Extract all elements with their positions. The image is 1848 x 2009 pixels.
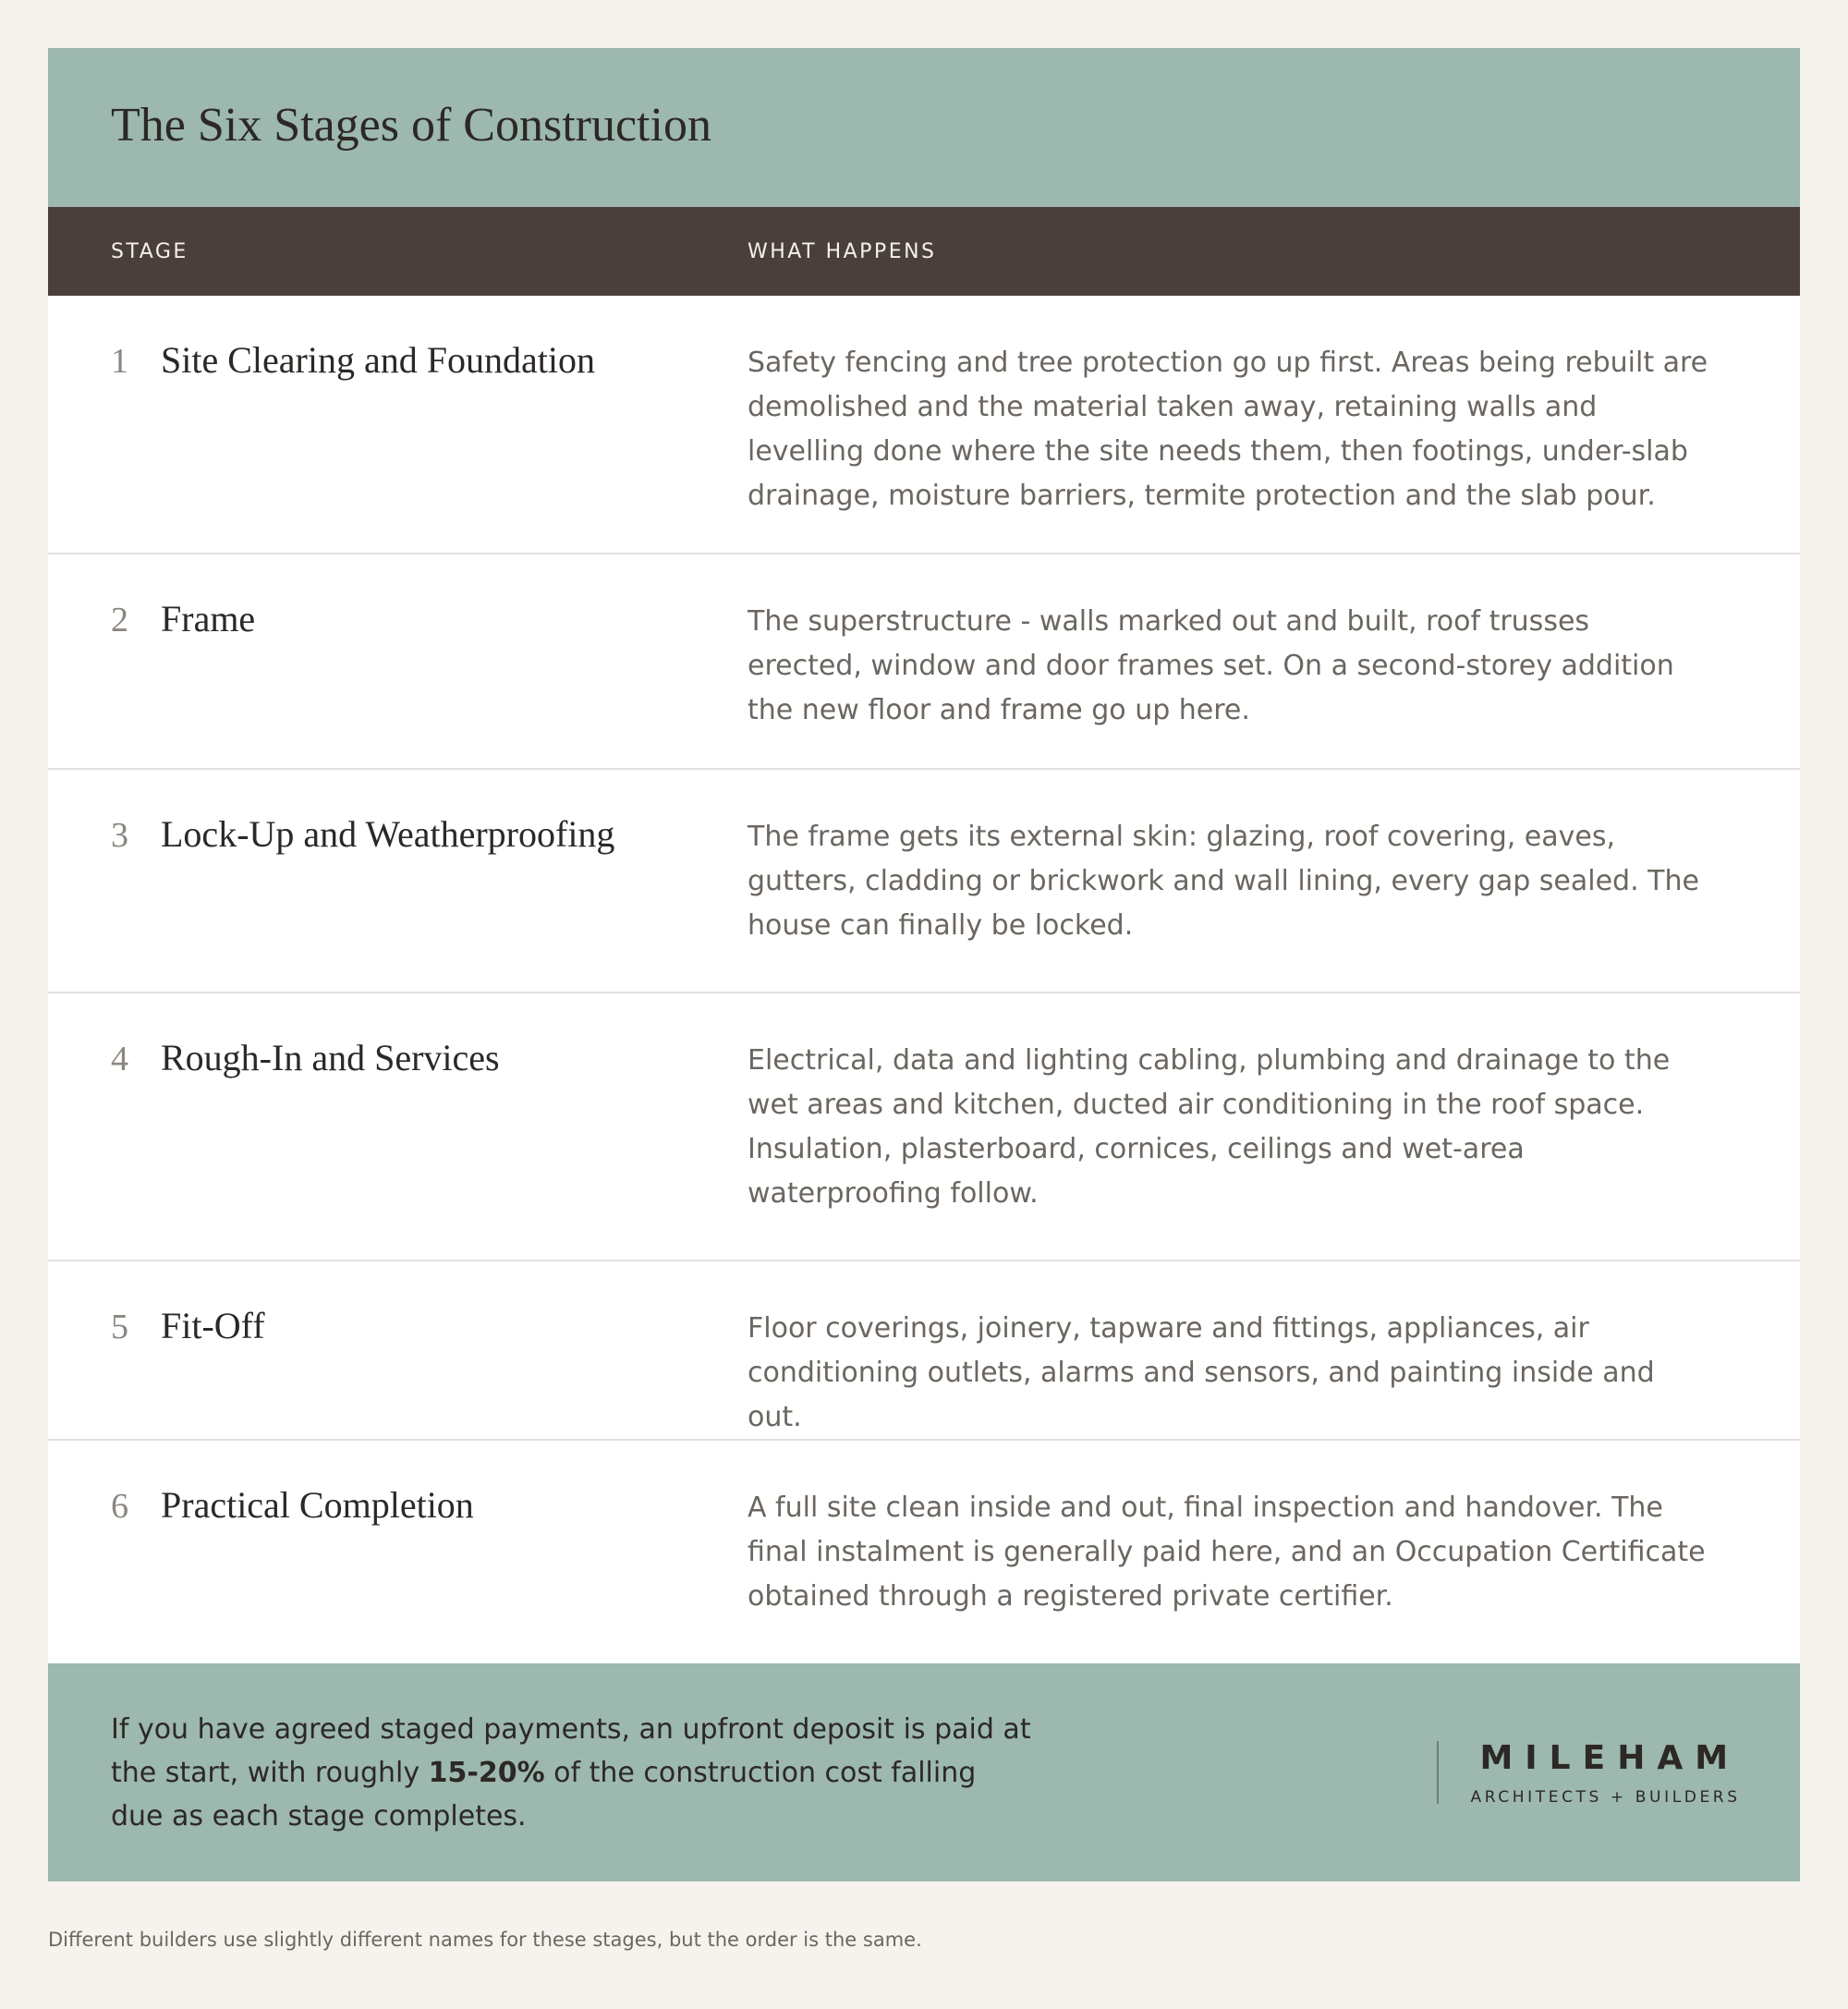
stage-cell — [48, 554, 748, 768]
payment-note-text-end: of the construction cost falling due as each stage completes. — [111, 1756, 977, 1832]
stage-description: Safety fencing and tree protection go up first. Areas being rebuilt are demolished and the material taken away, retaining walls and levelling done where the site needs them, then footings, under-slab drainage, moisture barriers, termite protection and the slab pour. — [748, 347, 1708, 512]
page-title: The Six Stages of Construction — [111, 98, 711, 152]
column-header-row — [48, 207, 1800, 296]
stage-number: 5 — [111, 1308, 128, 1346]
stage-number: 1 — [111, 342, 128, 381]
table-row — [48, 554, 1800, 770]
payment-percentage: 15-20% — [428, 1756, 545, 1789]
stage-cell — [48, 1261, 748, 1439]
table-row — [48, 1441, 1800, 1663]
stage-name: Practical Completion — [161, 1484, 474, 1526]
stage-number: 4 — [111, 1040, 128, 1078]
table-row — [48, 993, 1800, 1261]
payment-note — [111, 1708, 1035, 1838]
column-header-what-happens: WHAT HAPPENS — [748, 239, 937, 263]
stage-name: Lock-Up and Weatherproofing — [161, 813, 615, 855]
stage-number: 2 — [111, 601, 128, 639]
stages-table — [48, 296, 1800, 1663]
table-row — [48, 770, 1800, 993]
stage-number: 3 — [111, 816, 128, 855]
payment-note-bar — [48, 1663, 1800, 1881]
stage-name: Site Clearing and Foundation — [161, 339, 595, 381]
stage-cell — [48, 993, 748, 1260]
stage-description: A full site clean inside and out, final inspection and handover. The final instalment is generally paid here, and an Occupation Certificate obtained through a registered private certifier. — [748, 1492, 1706, 1613]
stage-cell — [48, 296, 748, 553]
title-bar — [48, 48, 1800, 207]
stage-cell — [48, 770, 748, 992]
table-row — [48, 296, 1800, 554]
column-header-stage: STAGE — [111, 239, 188, 263]
brand-tagline: ARCHITECTS + BUILDERS — [1470, 1787, 1741, 1807]
stage-number: 6 — [111, 1487, 128, 1526]
stage-name: Fit-Off — [161, 1305, 265, 1346]
footnote: Different builders use slightly different names for these stages, but the order is the same. — [48, 1929, 922, 1951]
brand-name: MILEHAM — [1479, 1738, 1741, 1777]
payment-note-text-start: If you have agreed staged payments, an upfront deposit is paid at the start, with roughly — [111, 1712, 1031, 1789]
stages-card — [48, 48, 1800, 1881]
stage-description: Floor coverings, joinery, tapware and fittings, appliances, air conditioning outlets, alarms and sensors, and painting inside and out. — [748, 1312, 1655, 1433]
table-row — [48, 1261, 1800, 1441]
stage-description: The superstructure - walls marked out and built, roof trusses erected, window and door frames set. On a second-storey addition the new floor and frame go up here. — [748, 605, 1674, 726]
brand-divider — [1437, 1741, 1439, 1804]
stage-name: Rough-In and Services — [161, 1037, 500, 1078]
brand-wordmark — [1470, 1738, 1741, 1807]
stage-cell — [48, 1441, 748, 1663]
stage-description: Electrical, data and lighting cabling, plumbing and drainage to the wet areas and kitchen, ducted air conditioning in the roof space. Insulation, plasterboard, cornices, ceilings and wet-area waterproofing follow. — [748, 1044, 1671, 1210]
stage-name: Frame — [161, 598, 256, 639]
brand-logo — [1437, 1738, 1741, 1807]
stage-description: The frame gets its external skin: glazing, roof covering, eaves, gutters, cladding or brickwork and wall lining, every gap sealed. The house can finally be locked. — [748, 821, 1699, 942]
